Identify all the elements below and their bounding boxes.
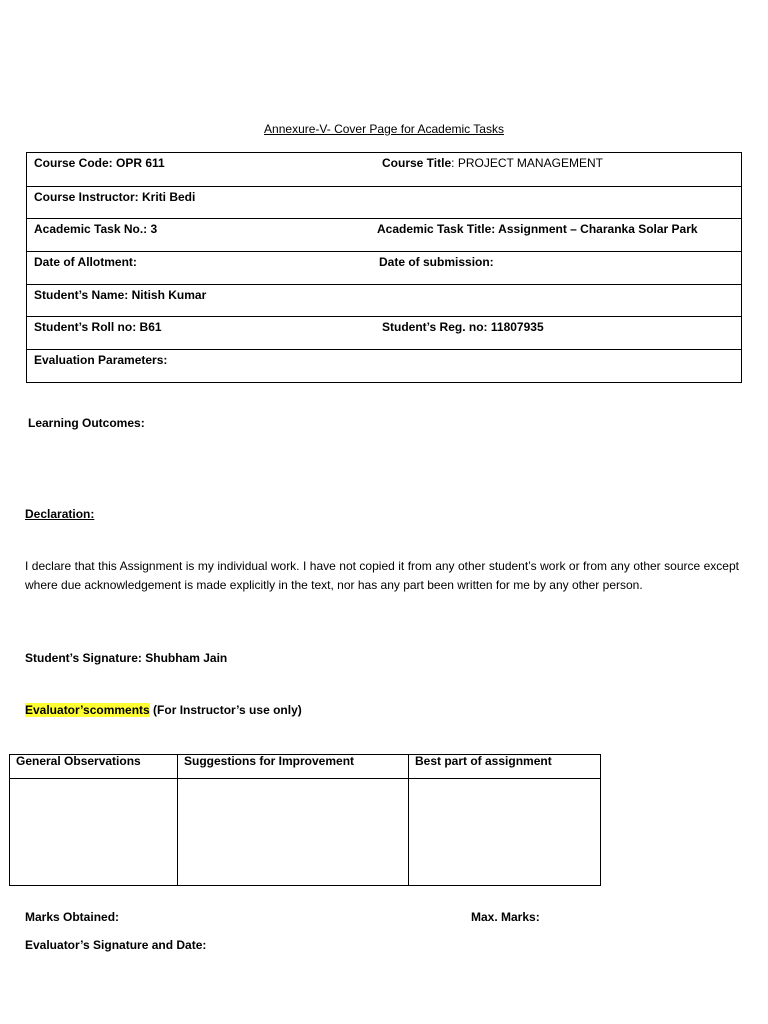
evaluator-comments-note: (For Instructor’s use only) <box>149 703 302 717</box>
info-row-task <box>27 218 741 251</box>
header-general-observations: General Observations <box>10 755 178 779</box>
info-row-roll <box>27 316 741 349</box>
evaluator-signature: Evaluator’s Signature and Date: <box>25 938 207 952</box>
info-row-instructor <box>27 186 741 219</box>
cell-suggestions <box>178 779 409 885</box>
page-title: Annexure-V- Cover Page for Academic Tasks <box>264 122 504 136</box>
student-reg: Student’s Reg. no: 11807935 <box>382 320 544 335</box>
learning-outcomes-label: Learning Outcomes: <box>28 416 145 430</box>
evaluator-comments-highlight: Evaluator’scomments <box>25 703 150 717</box>
info-row-evaluation <box>27 349 741 382</box>
header-suggestions: Suggestions for Improvement <box>178 755 409 779</box>
course-title: Course Title: PROJECT MANAGEMENT <box>382 156 603 170</box>
cell-best-part <box>409 779 600 885</box>
date-of-submission: Date of submission: <box>379 255 494 270</box>
evaluation-table <box>9 754 601 886</box>
marks-obtained: Marks Obtained: <box>25 910 120 924</box>
task-title: Academic Task Title: Assignment – Charanka Solar Park <box>377 222 698 237</box>
header-best-part: Best part of assignment <box>409 755 600 779</box>
info-row-dates <box>27 251 741 284</box>
student-name: Student’s Name: Nitish Kumar <box>34 287 207 302</box>
declaration-text: I declare that this Assignment is my individual work. I have not copied it from any other student’s work or from any other source except where due acknowledgement is made explicitly in the text, nor has any part been written for me by any other person. <box>25 559 739 592</box>
date-of-allotment: Date of Allotment: <box>34 255 137 270</box>
course-instructor: Course Instructor: Kriti Bedi <box>34 189 196 204</box>
course-code: Course Code: OPR 611 <box>34 156 165 170</box>
info-table <box>26 152 742 383</box>
evaluator-comments <box>25 703 302 717</box>
declaration-heading: Declaration: <box>25 507 95 521</box>
info-row-name <box>27 284 741 317</box>
info-row-course <box>27 153 741 186</box>
task-number: Academic Task No.: 3 <box>34 222 158 237</box>
evaluation-parameters: Evaluation Parameters: <box>34 353 168 368</box>
max-marks: Max. Marks: <box>471 910 540 924</box>
student-signature: Student’s Signature: Shubham Jain <box>25 651 228 665</box>
student-roll: Student’s Roll no: B61 <box>34 320 162 335</box>
cell-general-observations <box>10 779 178 885</box>
